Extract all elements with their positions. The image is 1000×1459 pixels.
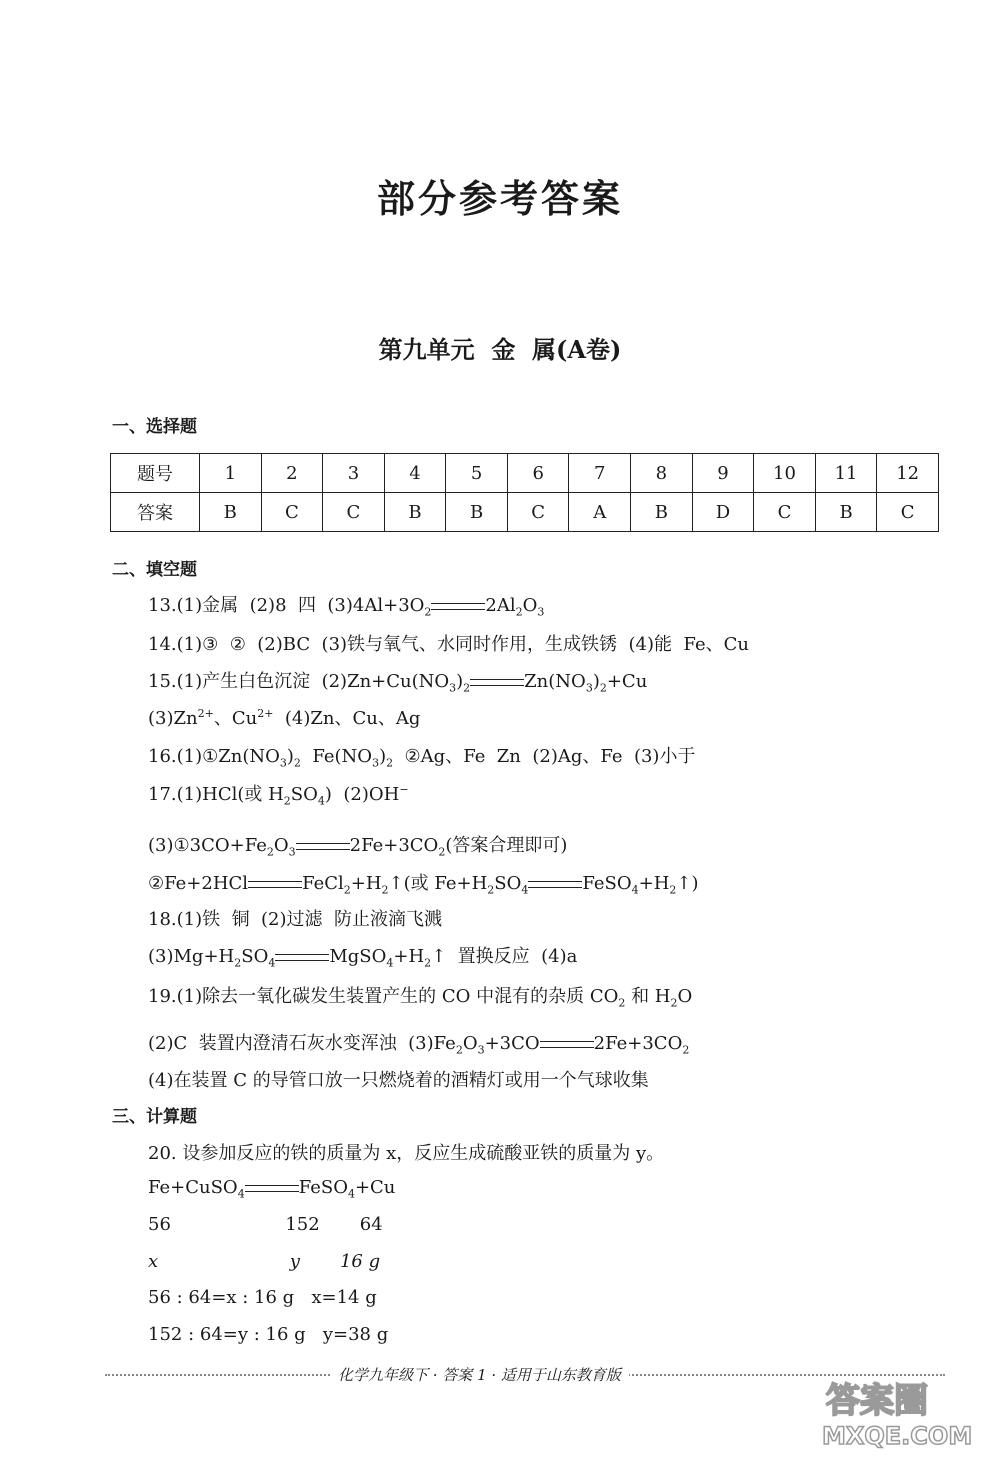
table-cell: C [261, 493, 323, 532]
subscript: 2 [463, 681, 471, 695]
table-cell: 5 [446, 454, 508, 493]
subscript: 3 [477, 1043, 485, 1057]
table-header-cell: 题号 [111, 454, 200, 493]
table-cell: 11 [815, 454, 877, 493]
subscript: 2 [386, 756, 394, 770]
text: SO [290, 784, 318, 805]
section-heading-calc: 三、计算题 [112, 1107, 197, 1127]
text: O [273, 835, 289, 856]
text: ) [592, 671, 600, 692]
answer-line-16 [148, 745, 695, 769]
text: Zn(NO [524, 671, 586, 692]
equals-sign [470, 670, 524, 694]
subscript: 2 [599, 681, 607, 695]
equals-sign [528, 872, 582, 896]
table-cell: A [569, 493, 631, 532]
text: +Cu [606, 671, 648, 692]
answer-line-13 [148, 594, 544, 618]
table-cell: 9 [692, 454, 754, 493]
table-cell: B [631, 493, 693, 532]
watermark-bottom-text: MXQE.COM [822, 1422, 973, 1450]
subscript: 2 [669, 883, 677, 897]
answer-line-20-equation [148, 1176, 395, 1200]
table-row [111, 493, 939, 532]
text: ↑(或 Fe+H [388, 873, 488, 894]
table-cell: C [507, 493, 569, 532]
subscript: 2 [293, 756, 301, 770]
text: +H [393, 946, 425, 967]
equals-sign-conditional [296, 834, 350, 858]
subscript: 2 [487, 883, 495, 897]
answer-line-20: 20. 设参加反应的铁的质量为 x，反应生成硫酸亚铁的质量为 y。 [148, 1143, 665, 1164]
subscript: 2 [455, 1043, 463, 1057]
subscript: 4 [317, 794, 325, 808]
answer-line-15a [148, 670, 647, 694]
text: 13.(1)金属 (2)8 四 (3)4Al+3O [148, 595, 425, 616]
text: O [677, 986, 693, 1007]
subscript: 3 [449, 681, 457, 695]
equals-sign [245, 1176, 299, 1200]
text: +H [638, 873, 670, 894]
text: +H [350, 873, 382, 894]
text: (3)Zn [148, 708, 198, 729]
text: ↑) [676, 873, 699, 894]
subscript: 4 [347, 1187, 355, 1201]
subscript: 2 [381, 883, 389, 897]
page-title: 部分参考答案 [376, 176, 623, 221]
answer-line-18a: 18.(1)铁 铜 (2)过滤 防止液滴飞溅 [148, 909, 442, 930]
text: O [462, 1033, 478, 1054]
answer-line-19b [148, 1032, 689, 1056]
table-header-cell: 答案 [111, 493, 200, 532]
table-row [111, 454, 939, 493]
superscript: 2+ [257, 707, 274, 720]
equals-sign-conditional [540, 1032, 594, 1056]
table-cell: B [384, 493, 446, 532]
text: 19.(1)除去一氧化碳发生装置产生的 CO 中混有的杂质 CO [148, 986, 619, 1007]
table-cell: 1 [200, 454, 262, 493]
subscript: 3 [288, 845, 296, 859]
text: ) (2)OH [324, 784, 400, 805]
answer-line-20-vars: x y 16 g [148, 1251, 381, 1272]
text: ②Ag、Fe Zn (2)Ag、Fe (3)小于 [393, 746, 696, 767]
text: 2Al [485, 595, 516, 616]
text: 2Fe+3CO [593, 1033, 683, 1054]
watermark-logo [818, 1370, 988, 1450]
text: (4)Zn、Cu、Ag [273, 708, 421, 729]
answer-line-17c [148, 872, 699, 896]
section-heading-choice: 一、选择题 [112, 417, 197, 437]
text: Fe(NO [300, 746, 373, 767]
answer-line-20-ratio-x: 56 : 64=x : 16 g x=14 g [148, 1287, 377, 1308]
table-cell: 3 [323, 454, 385, 493]
table-cell: C [754, 493, 816, 532]
table-cell: 8 [631, 454, 693, 493]
subscript: 3 [372, 756, 380, 770]
subscript: 3 [537, 605, 545, 619]
text: ②Fe+2HCl [148, 873, 249, 894]
text: FeCl [302, 873, 344, 894]
text: 和 H [625, 986, 671, 1007]
answer-line-14: 14.(1)③ ② (2)BC (3)铁与氧气、水同时作用，生成铁锈 (4)能 Fe、Cu [148, 634, 749, 655]
text: Fe+CuSO [148, 1177, 238, 1198]
subscript: 2 [424, 956, 432, 970]
table-cell: C [323, 493, 385, 532]
text: MgSO [329, 946, 387, 967]
text: (2)C 装置内澄清石灰水变浑浊 (3)Fe [148, 1033, 456, 1054]
subscript: 2 [670, 996, 678, 1010]
subscript: 4 [268, 956, 276, 970]
table-cell: 12 [877, 454, 939, 493]
subscript: 2 [234, 956, 242, 970]
page-footer: 化学九年级下 · 答案 1 · 适用于山东教育版 [330, 1364, 629, 1385]
table-cell: B [200, 493, 262, 532]
superscript: 2+ [197, 707, 214, 720]
subscript: 4 [631, 883, 639, 897]
subscript: 2 [438, 845, 446, 859]
text: SO [241, 946, 269, 967]
answer-line-15b [148, 707, 420, 731]
subscript: 3 [279, 756, 287, 770]
subscript: 3 [585, 681, 593, 695]
subscript: 2 [515, 605, 523, 619]
answer-line-19c: (4)在装置 C 的导管口放一只燃烧着的酒精灯或用一个气球收集 [148, 1070, 649, 1091]
superscript: − [399, 783, 409, 796]
subscript: 2 [283, 794, 291, 808]
text: O [522, 595, 538, 616]
text: 16.(1)①Zn(NO [148, 746, 280, 767]
subscript: 2 [343, 883, 351, 897]
answer-line-18b [148, 945, 577, 969]
text: (3)①3CO+Fe [148, 835, 267, 856]
answer-line-20-masses: 56 152 64 [148, 1214, 383, 1235]
text: 、Cu [213, 708, 258, 729]
text: +Cu [354, 1177, 396, 1198]
text: +3CO [484, 1033, 540, 1054]
table-cell: 2 [261, 454, 323, 493]
unit-title: 第九单元 金 属(A卷) [378, 335, 622, 364]
text: 2Fe+3CO [349, 835, 439, 856]
table-cell: 6 [507, 454, 569, 493]
answer-line-17a [148, 783, 409, 807]
answer-line-19a [148, 985, 692, 1009]
text: 17.(1)HCl(或 H [148, 784, 284, 805]
subscript: 2 [424, 605, 432, 619]
text: ) [286, 746, 294, 767]
answer-line-20-ratio-y: 152 : 64=y : 16 g y=38 g [148, 1324, 389, 1345]
subscript: 2 [618, 996, 626, 1010]
equals-sign [431, 594, 485, 618]
subscript: 2 [266, 845, 274, 859]
table-cell: 4 [384, 454, 446, 493]
text: FeSO [298, 1177, 348, 1198]
table-cell: C [877, 493, 939, 532]
section-heading-fill: 二、填空题 [112, 560, 197, 580]
text: ) [456, 671, 464, 692]
subscript: 2 [682, 1043, 690, 1057]
text: ↑ 置换反应 (4)a [431, 946, 578, 967]
equals-sign [248, 872, 302, 896]
table-cell: 7 [569, 454, 631, 493]
table-cell: B [446, 493, 508, 532]
table-cell: B [815, 493, 877, 532]
text: (3)Mg+H [148, 946, 235, 967]
text: 15.(1)产生白色沉淀 (2)Zn+Cu(NO [148, 671, 450, 692]
answer-table [110, 453, 939, 532]
subscript: 4 [521, 883, 529, 897]
watermark-top-text: 答案圈 [826, 1381, 928, 1421]
subscript: 4 [386, 956, 394, 970]
equals-sign [275, 945, 329, 969]
subscript: 4 [237, 1187, 245, 1201]
answer-line-17b [148, 834, 567, 858]
table-cell: 10 [754, 454, 816, 493]
text: SO [494, 873, 522, 894]
text: (答案合理即可) [445, 835, 568, 856]
text: ) [379, 746, 387, 767]
text: FeSO [582, 873, 632, 894]
table-cell: D [692, 493, 754, 532]
